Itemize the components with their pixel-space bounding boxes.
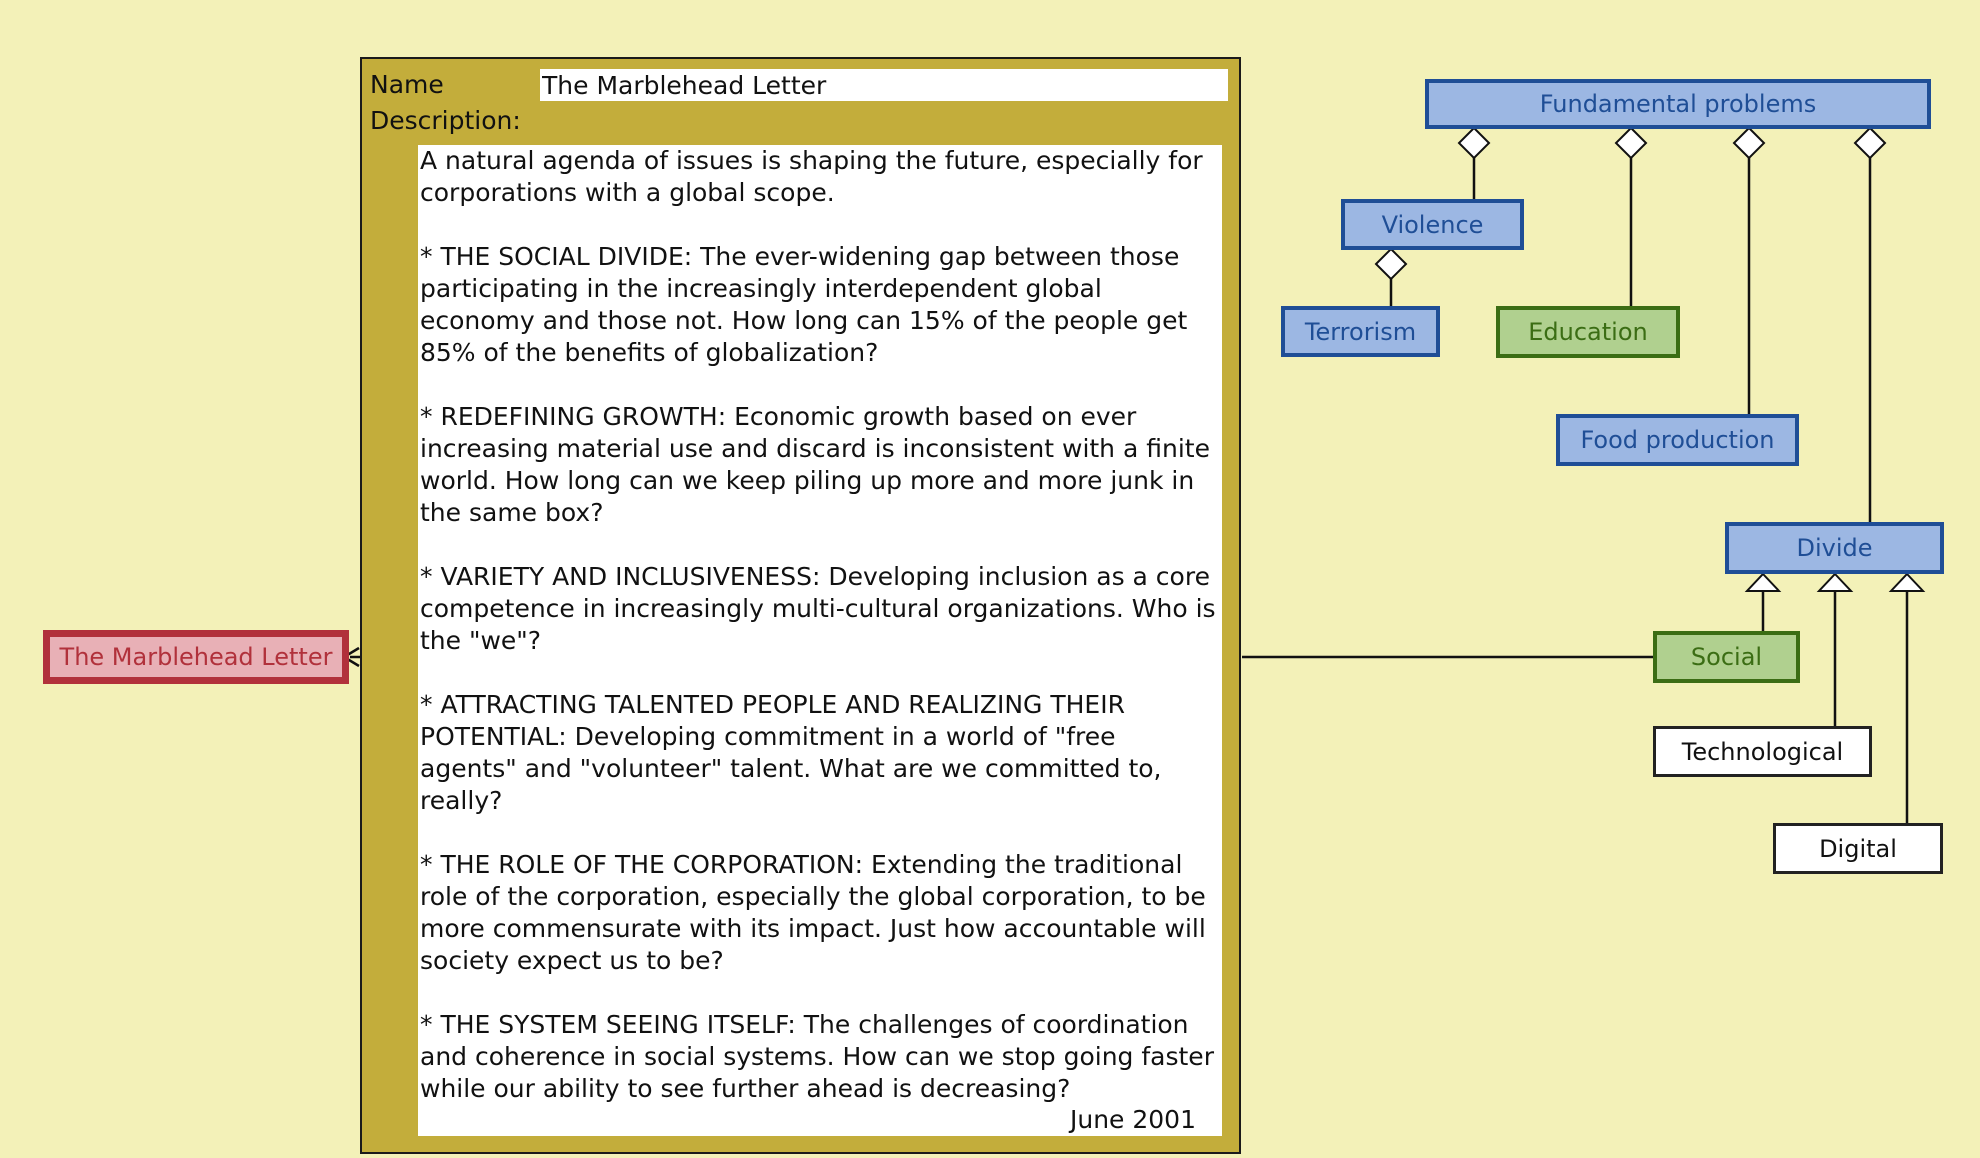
triangle-divide-social xyxy=(1747,574,1779,591)
diamond-fp-food xyxy=(1734,128,1764,158)
node-divide[interactable]: Divide xyxy=(1725,522,1944,574)
node-technological[interactable]: Technological xyxy=(1653,726,1872,777)
diamond-fp-education xyxy=(1616,128,1646,158)
description-paragraph: * THE SOCIAL DIVIDE: The ever-widening gap between those participating in the increasingly interdependent global economy and those not. How long can 15% of the people get 85% of the benefits of globalization? xyxy=(420,242,1188,367)
node-editor-panel xyxy=(360,57,1241,1154)
node-social[interactable]: Social xyxy=(1653,631,1800,683)
node-food-production[interactable]: Food production xyxy=(1556,414,1799,466)
node-digital[interactable]: Digital xyxy=(1773,823,1943,874)
triangle-divide-digital xyxy=(1891,574,1923,591)
description-paragraph: A natural agenda of issues is shaping the future, especially for corporations with a global scope. xyxy=(420,146,1203,207)
node-terrorism[interactable]: Terrorism xyxy=(1281,306,1440,357)
diamond-fp-divide xyxy=(1855,128,1885,158)
description-paragraph: * VARIETY AND INCLUSIVENESS: Developing inclusion as a core competence in increasingly multi-cultural organizations. Who is the "we"? xyxy=(420,562,1216,655)
triangle-divide-technological xyxy=(1819,574,1851,591)
node-fundamental-problems[interactable]: Fundamental problems xyxy=(1425,79,1931,129)
description-paragraph: * ATTRACTING TALENTED PEOPLE AND REALIZING THEIR POTENTIAL: Developing commitment in a world of "free agents" and "volunteer" talent. What are we committed to, really? xyxy=(420,690,1162,815)
node-education[interactable]: Education xyxy=(1496,306,1680,358)
description-paragraph: * THE SYSTEM SEEING ITSELF: The challenges of coordination and coherence in social systems. How can we stop going faster while our ability to see further ahead is decreasing? xyxy=(420,1010,1214,1103)
node-marblehead-letter[interactable]: The Marblehead Letter xyxy=(43,630,349,684)
description-paragraph: * REDEFINING GROWTH: Economic growth based on ever increasing material use and discard is inconsistent with a finite world. How long can we keep piling up more and more junk in the same box? xyxy=(420,402,1210,527)
name-input[interactable] xyxy=(540,69,1228,101)
description-date: June 2001 xyxy=(1069,1105,1196,1134)
name-label: Name xyxy=(370,70,444,99)
description-textarea[interactable] xyxy=(418,145,1222,1136)
node-violence[interactable]: Violence xyxy=(1341,199,1524,250)
diamond-fp-violence xyxy=(1459,128,1489,158)
description-label: Description: xyxy=(370,106,521,135)
diamond-violence-terrorism xyxy=(1376,249,1406,279)
description-paragraph: * THE ROLE OF THE CORPORATION: Extending the traditional role of the corporation, especially the global corporation, to be more commensurate with its impact. Just how accountable will society expect us to be? xyxy=(420,850,1206,975)
